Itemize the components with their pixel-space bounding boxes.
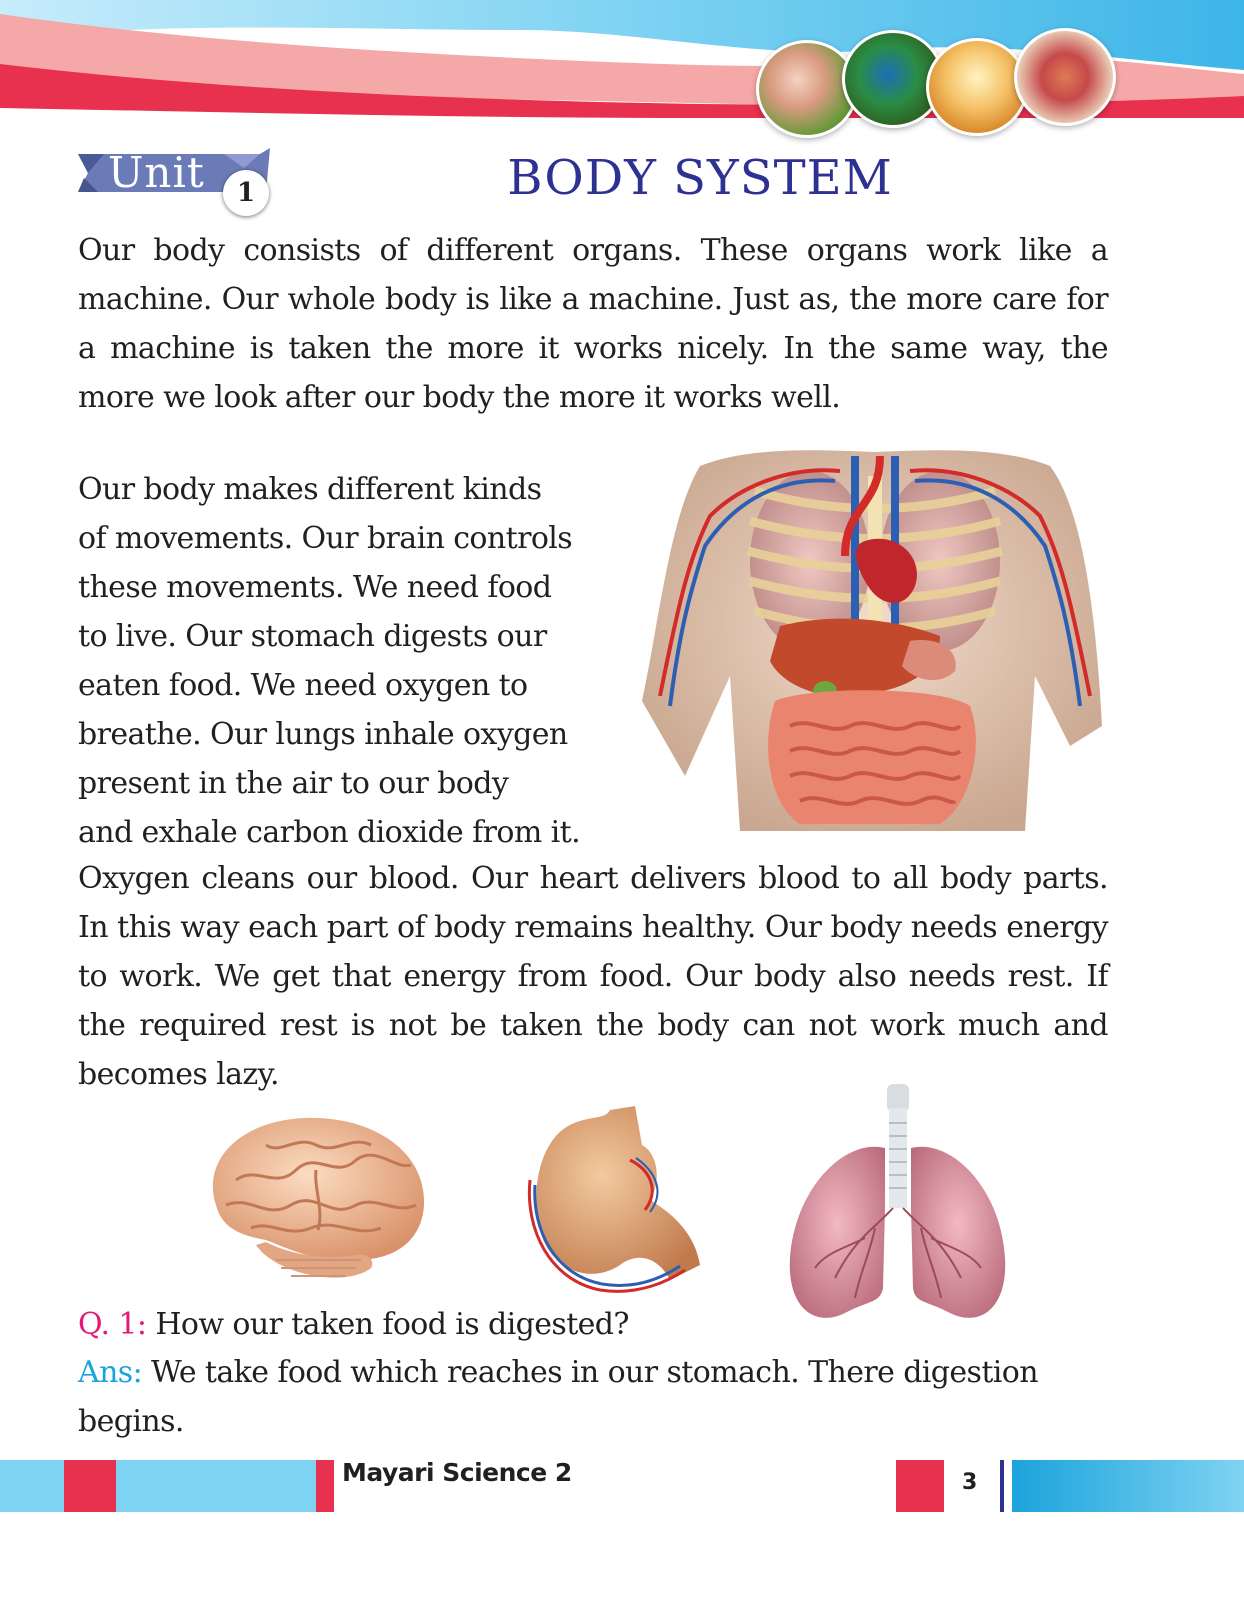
thermometer-heat-photo [926,38,1028,136]
unit-number-badge: 1 [223,170,269,216]
question-text: How our taken food is digested? [155,1307,629,1342]
health-paragraph: Oxygen cleans our blood. Our heart delivers blood to all body parts. In this way each part of body remains healthy. Our body needs energy to work. We get that energy from food. Our body also needs rest. If the required rest is not be taken the body can not work much and becomes lazy. [78,861,1108,1092]
movement-line: present in the air to our body [78,766,509,801]
question-label: Q. 1: [78,1307,147,1342]
intro-paragraph: Our body consists of different organs. These organs work like a machine. Our whole body is like a machine. Just as, the more care for a machine is taken the more it works nicely. In the same way, the more we look after our body the more it works well. [78,233,1108,415]
answer-label: Ans: [78,1355,143,1390]
answer-line [78,1348,1108,1446]
anatomy-thumbnail-photo [1014,28,1116,126]
movement-line: Our body makes different kinds [78,472,542,507]
movement-line: breathe. Our lungs inhale oxygen [78,717,568,752]
footer-stripe [116,1460,316,1512]
footer-divider [1000,1460,1004,1512]
footer-stripe [0,1460,64,1512]
movement-line: and exhale carbon dioxide from it. [78,815,581,850]
movement-line: of movements. Our brain controls [78,521,573,556]
page-title: BODY SYSTEM [507,150,893,206]
question-line [78,1300,838,1349]
stomach-illustration [510,1100,720,1300]
brain-illustration [196,1110,432,1290]
movement-line: eaten food. We need oxygen to [78,668,528,703]
movement-paragraph [78,465,648,857]
footer-stripe [316,1460,334,1512]
movement-line: these movements. We need food [78,570,552,605]
footer-stripe [896,1460,944,1512]
footer-bar [0,1460,1244,1512]
footer-stripe [64,1460,116,1512]
footer-book-title: Mayari Science 2 [342,1458,572,1487]
human-torso-organs-illustration [640,446,1110,831]
footer-page-number: 3 [962,1470,978,1495]
unit-label: Unit [108,148,205,197]
answer-text: We take food which reaches in our stomach. There digestion begins. [78,1355,1038,1439]
footer-stripe [1012,1460,1244,1512]
movement-line: to live. Our stomach digests our [78,619,547,654]
